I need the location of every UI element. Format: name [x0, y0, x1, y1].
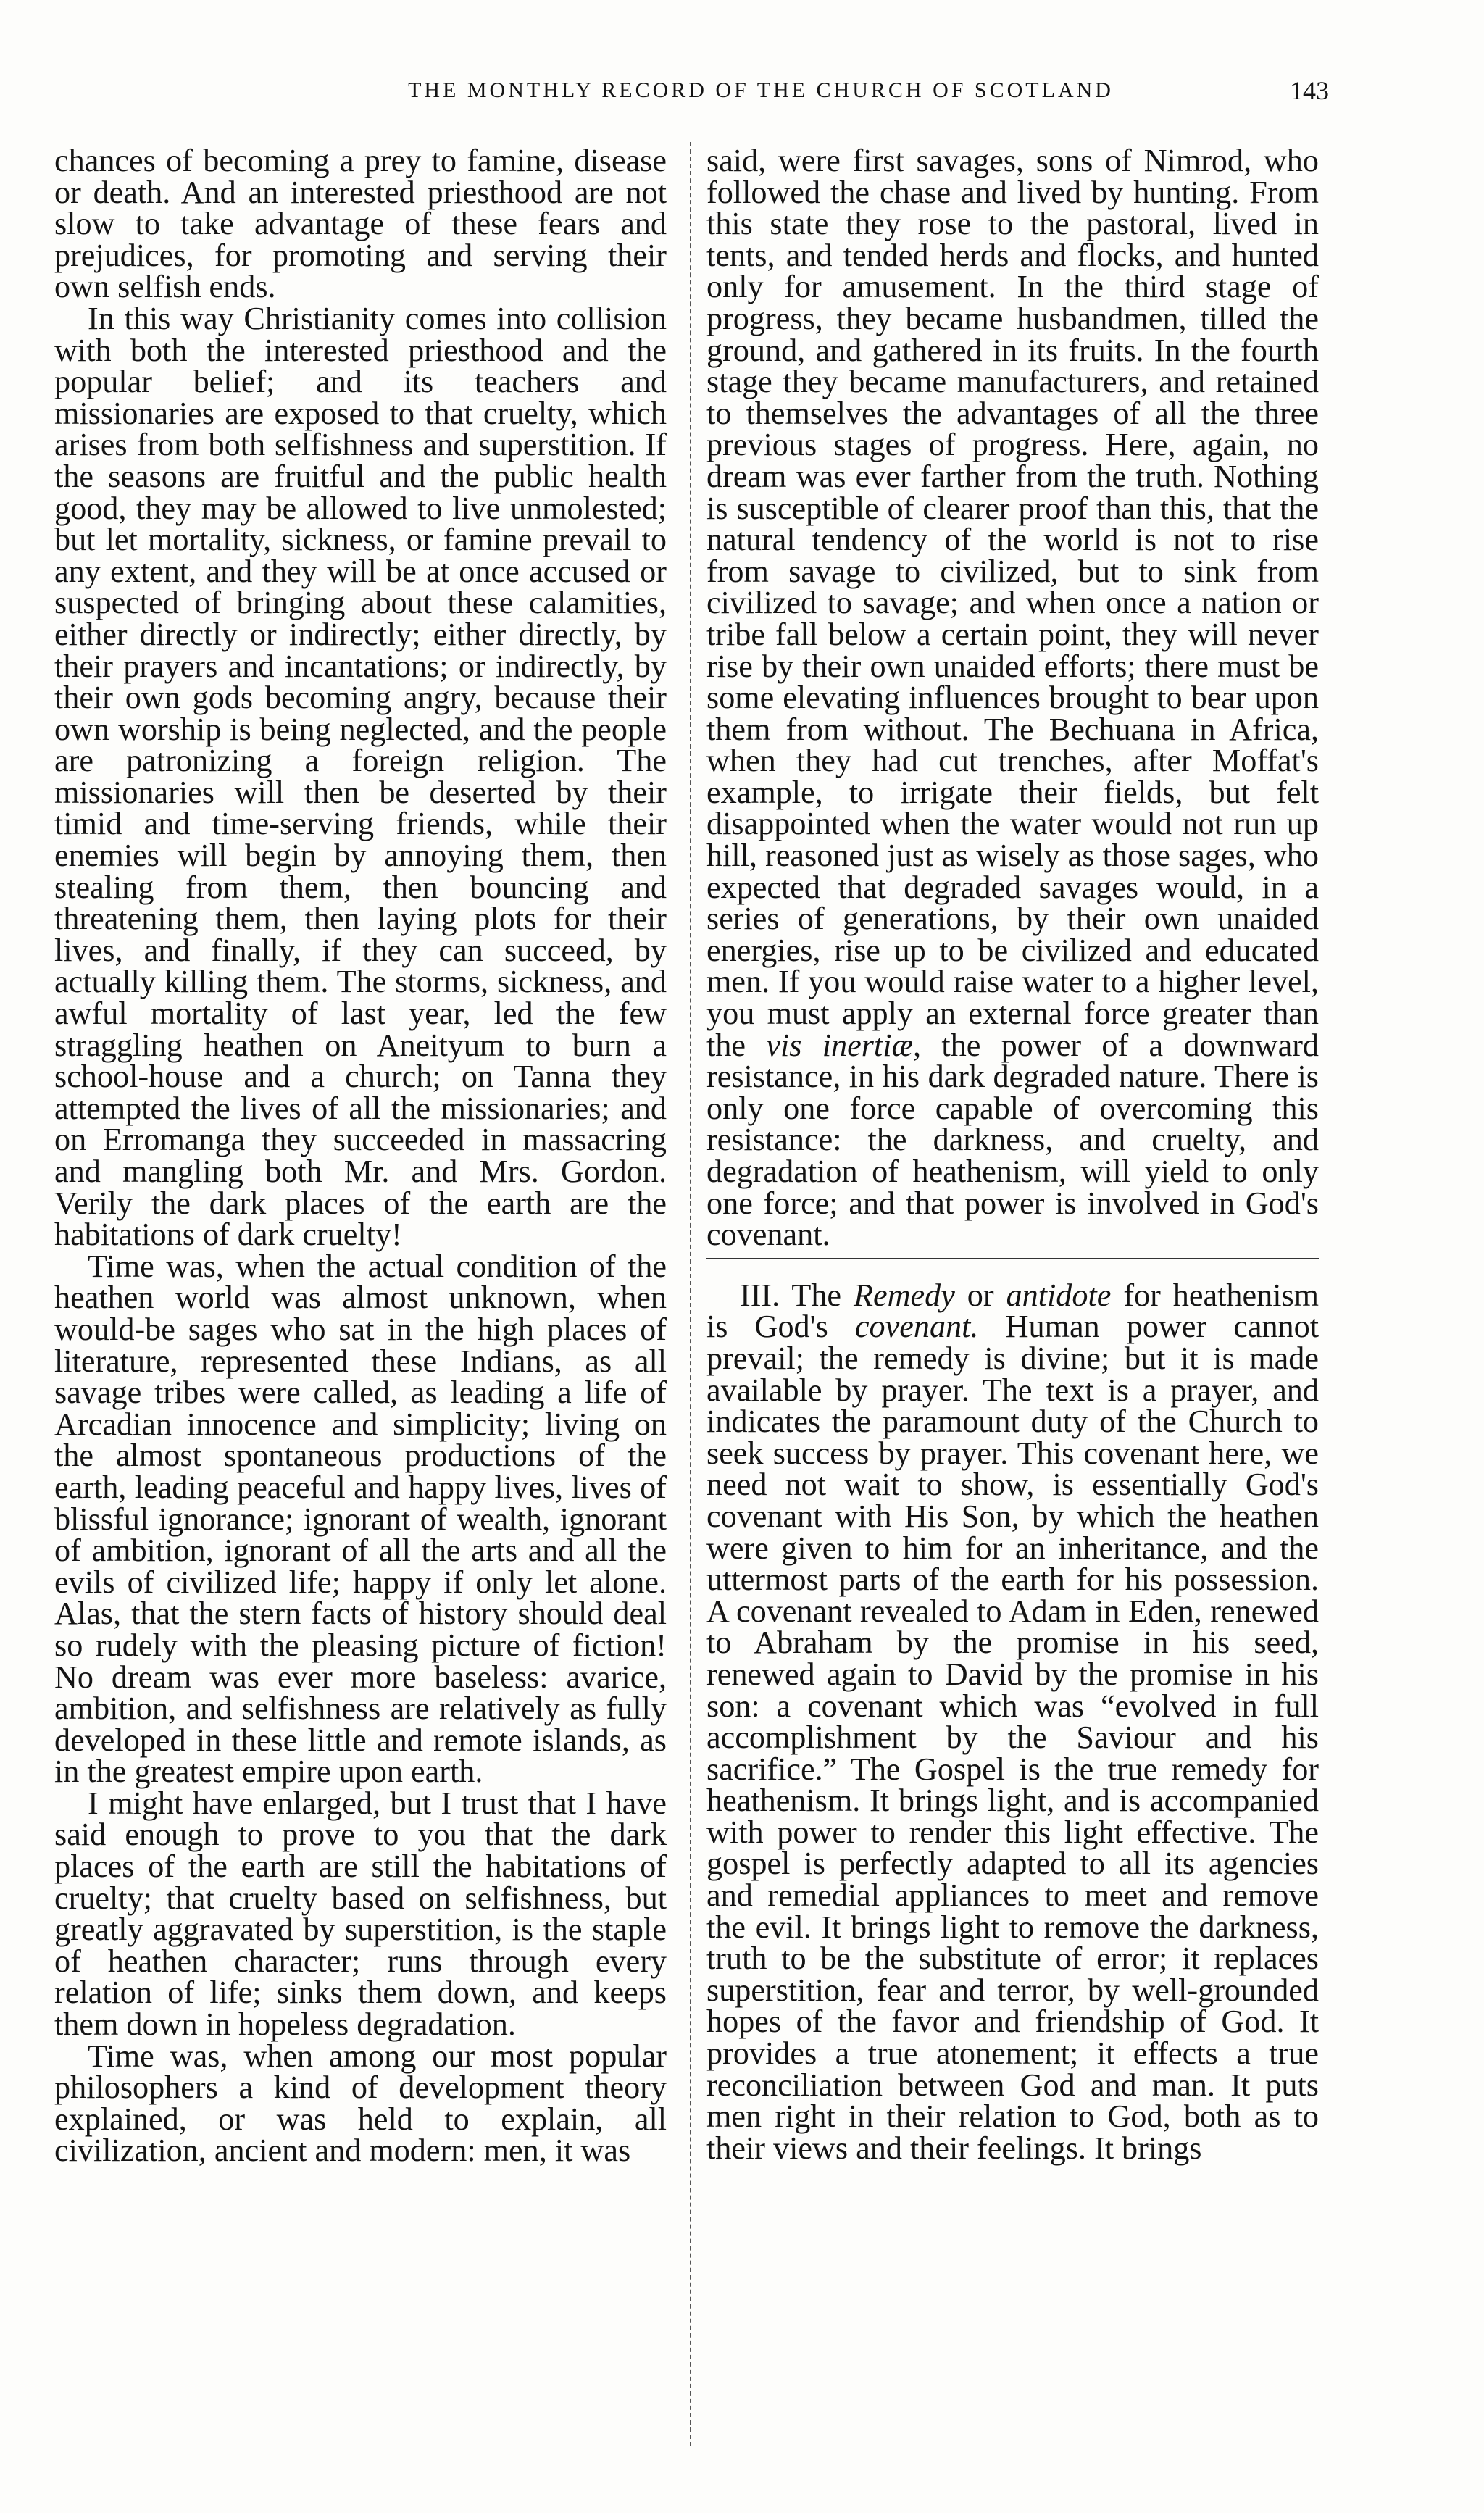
paragraph-text: for heathenism is God's — [706, 1277, 1320, 1345]
covenant-word: covenant. — [854, 1309, 979, 1345]
running-head: THE MONTHLY RECORD OF THE CHURCH OF SCOTLAND — [408, 78, 1114, 102]
section-heading-paragraph — [706, 1277, 1320, 2166]
paragraph-text: Human power cannot prevail; the remedy is divine; but it is made available by prayer. The text is a prayer, and indicates the paramount duty of the Church to seek success by prayer. This covenant here, we need not wait to show, is essentially God's covenant with His Son, by which the heathen were given to him for an inheritance, and the uttermost parts of the earth for his possession. A covenant revealed to Adam in Eden, renewed to Abraham by the promise in his seed, renewed again to David by the promise in his son: a covenant which was “evolved in full accomplishment by the Saviour and his sacrifice.” The Gospel is the true remedy for heathenism. It brings light, and is accompanied with power to render this light effective. The gospel is perfectly adapted to all its agencies and remedial appliances to meet and remove the evil. It brings light to remove the darkness, truth to be the substitute of error; it replaces superstition, fear and terror, by well-grounded hopes of the favor and friendship of God. It provides a true atonement; it effects a true reconciliation between God and man. It puts men right in their relation to God, both as to their views and their feelings. It brings — [706, 1309, 1320, 2166]
page-number: 143 — [1290, 76, 1329, 105]
antidote-word: antidote — [1006, 1277, 1112, 1313]
section-rule — [706, 1258, 1319, 1275]
paragraph-text: or — [967, 1277, 994, 1313]
paragraph: Time was, when the actual condition of the heathen world was almost unknown, when would-be sages who sat in the high places of literature, represented these Indians, as all savage tribes were called, as leading a life of Arcadian innocence and simplicity; living on the almost spontaneous productions of the earth, leading peaceful and happy lives, lives of blissful ignorance; ignorant of wealth, ignorant of ambition, ignorant of all the arts and all the evils of civilized life; happy if only let alone. Alas, that the stern facts of history should deal so rudely with the pleasing picture of fiction! No dream was ever more baseless: avarice, ambition, and selfishness are relatively as fully developed in these little and remote islands, as in the greatest empire upon earth. — [54, 1248, 667, 1790]
paragraph: Time was, when among our most popular philosophers a kind of development theory explained, or was held to explain, all civilization, ancient and modern: men, it was — [54, 2038, 667, 2169]
paragraph — [706, 145, 1319, 1251]
right-column — [706, 145, 1319, 2164]
remedy-word: Remedy — [854, 1277, 955, 1313]
column-divider — [690, 142, 691, 2446]
paragraph-text: said, were first savages, sons of Nimrod, who followed the chase and lived by hunting. From this state they rose to the pastoral, lived in tents, and tended herds and flocks, and hunted only for amusement. In the third stage of progress, they became husbandmen, tilled the ground, and gathered in its fruits. In the fourth stage they became manufacturers, and retained to themselves the advantages of all the three previous stages of progress. Here, again, no dream was ever farther from the truth. Nothing is susceptible of clearer proof than this, that the natural tendency of the world is not to rise from savage to civilized, but to sink from civilized to savage; and when once a nation or tribe fall below a certain point, they will never rise by their own unaided efforts; there must be some elevating influences brought to bear upon them from without. The Bechuana in Africa, when they had cut trenches, after Moffat's example, to irrigate their fields, but felt disappointed when the water would not run up hill, reasoned just as wisely as those sages, who expected that degraded savages would, in a series of generations, by their own unaided energies, rise up to be civilized and educated men. If you would raise water to a higher level, you must apply an external force greater than the — [706, 143, 1319, 1063]
paragraph-text: , the power of a downward resistance, in his dark degraded nature. There is only one force capable of overcoming this resistance: the darkness, and cruelty, and degradation of heathenism, will yield to only one force; and that power is involved in God's covenant. — [706, 1027, 1320, 1253]
section-number: III. The — [740, 1277, 842, 1313]
latin-phrase: vis inertiæ — [766, 1027, 913, 1063]
paragraph: chances of becoming a prey to famine, disease or death. And an interested priesthood are not slow to take advantage of these fears and prejudices, for promoting and serving their own selfish ends. — [54, 143, 667, 305]
paragraph: I might have enlarged, but I trust that I have said enough to prove to you that the dark places of the earth are still the habitations of cruelty; that cruelty based on selfishness, but greatly aggravated by superstition, is the staple of heathen character; runs through every relation of life; sinks them down, and keeps them down in hopeless degradation. — [54, 1785, 667, 2043]
left-column — [54, 145, 667, 2167]
paragraph: In this way Christianity comes into collision with both the interested priesthood and the popular belief; and its teachers and missionaries are exposed to that cruelty, which arises from both selfishness and superstition. If the seasons are fruitful and the public health good, they may be allowed to live unmolested; but let mortality, sickness, or famine prevail to any extent, and they will be at once accused or suspected of bringing about these calamities, either directly or indirectly; either directly, by their prayers and incantations; or indirectly, by their own gods becoming angry, because their own worship is being neglected, and the people are patronizing a foreign religion. The missionaries will then be deserted by their timid and time-serving friends, while their enemies will begin by annoying them, then stealing from them, then bouncing and threatening them, then laying plots for their lives, and finally, if they can succeed, by actually killing them. The storms, sickness, and awful mortality of last year, led the few straggling heathen on Aneityum to burn a school-house and a church; on Tanna they attempted the lives of all the missionaries; and on Erromanga they succeeded in massacring and mangling both Mr. and Mrs. Gordon. Verily the dark places of the earth are the habitations of dark cruelty! — [54, 300, 667, 1253]
